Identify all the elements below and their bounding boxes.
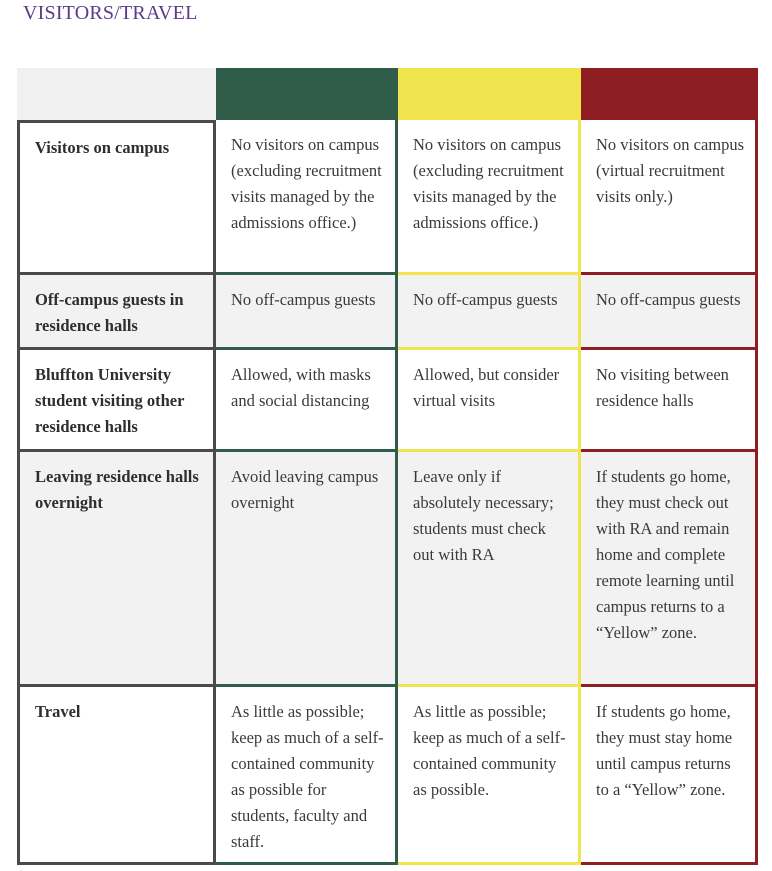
cell-yellow-visitors: No visitors on campus (excluding recruitment visits managed by the admissions office.)	[398, 120, 581, 275]
cell-red-guests: No off-campus guests	[581, 275, 758, 350]
cell-green-guests: No off-campus guests	[216, 275, 398, 350]
row-label-travel: Travel	[17, 687, 216, 865]
cell-red-hall-visiting: No visiting between residence halls	[581, 350, 758, 452]
row-label-hall-visiting: Bluffton University student visiting other residence halls	[17, 350, 216, 452]
cell-red-travel: If students go home, they must stay home until campus returns to a “Yellow” zone.	[581, 687, 758, 865]
cell-yellow-travel: As little as possible; keep as much of a self-contained community as possible.	[398, 687, 581, 865]
cell-green-visitors: No visitors on campus (excluding recruitment visits managed by the admissions office.)	[216, 120, 398, 275]
cell-yellow-hall-visiting: Allowed, but consider virtual visits	[398, 350, 581, 452]
cell-red-overnight: If students go home, they must check out with RA and remain home and complete remote learning until campus returns to a “Yellow” zone.	[581, 452, 758, 687]
cell-green-travel: As little as possible; keep as much of a self-contained community as possible for students, faculty and staff.	[216, 687, 398, 865]
visitors-travel-table	[17, 68, 758, 865]
header-green-zone	[216, 68, 398, 120]
row-label-visitors: Visitors on campus	[17, 120, 216, 275]
cell-green-overnight: Avoid leaving campus overnight	[216, 452, 398, 687]
page-title: VISITORS/TRAVEL	[23, 2, 198, 24]
row-label-guests: Off-campus guests in residence halls	[17, 275, 216, 350]
header-empty-cell	[17, 68, 216, 120]
cell-yellow-guests: No off-campus guests	[398, 275, 581, 350]
header-red-zone	[581, 68, 758, 120]
cell-green-hall-visiting: Allowed, with masks and social distancing	[216, 350, 398, 452]
row-label-overnight: Leaving residence halls overnight	[17, 452, 216, 687]
cell-yellow-overnight: Leave only if absolutely necessary; students must check out with RA	[398, 452, 581, 687]
header-yellow-zone	[398, 68, 581, 120]
cell-red-visitors: No visitors on campus (virtual recruitment visits only.)	[581, 120, 758, 275]
